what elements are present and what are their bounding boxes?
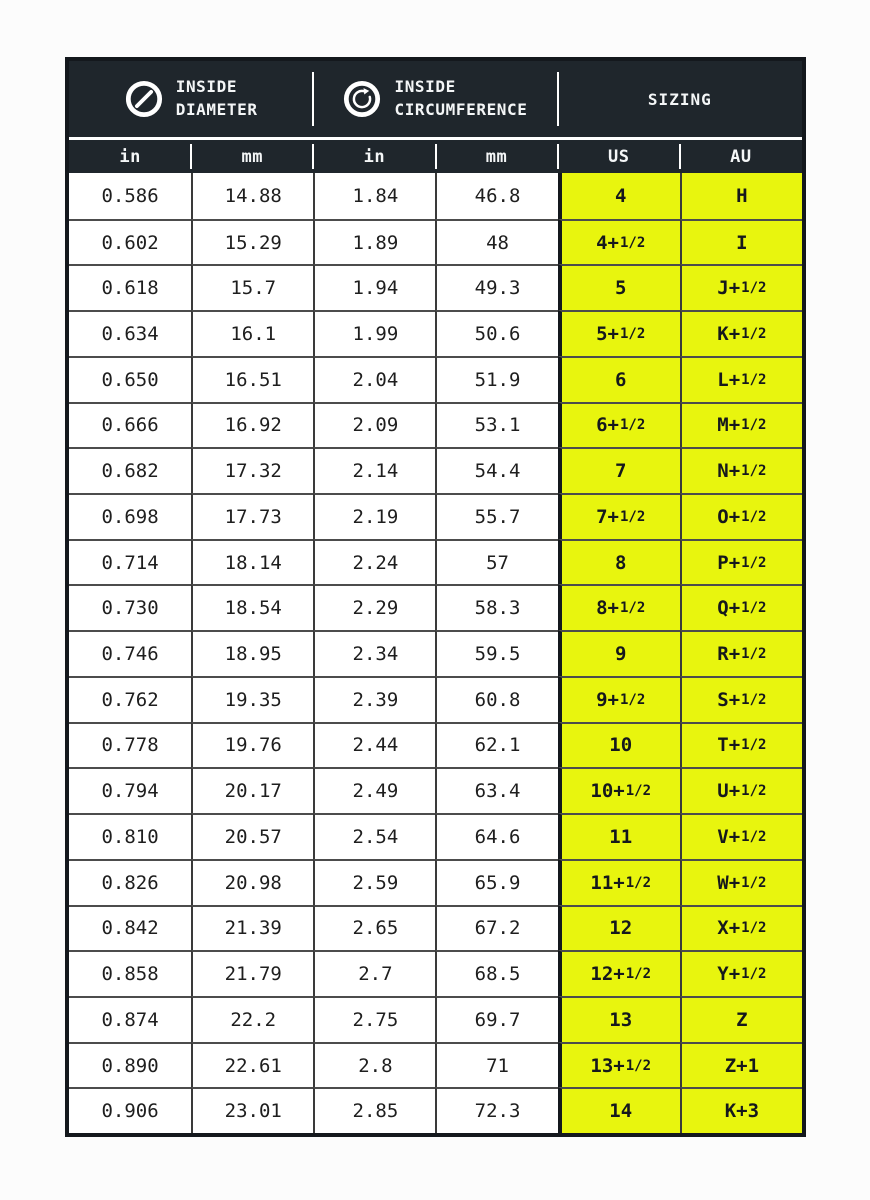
- measure-cell: 0.906: [69, 1087, 191, 1133]
- size-cell: H: [680, 173, 802, 219]
- measure-cell: 0.698: [69, 493, 191, 539]
- measure-cell: 69.7: [435, 996, 557, 1042]
- column-header-divider: [435, 144, 437, 169]
- measure-cell: 2.09: [313, 402, 435, 448]
- measure-cell: 0.586: [69, 173, 191, 219]
- size-cell: M+ 1/2: [680, 402, 802, 448]
- table-row: [69, 493, 802, 539]
- measure-cell: 18.95: [191, 630, 313, 676]
- size-cell: Z+1: [680, 1042, 802, 1088]
- size-cell: 11+ 1/2: [558, 859, 680, 905]
- inside-circumference-label: [394, 76, 527, 121]
- table-body: [69, 173, 802, 1133]
- column-header-row: [69, 140, 802, 173]
- measure-cell: 2.8: [313, 1042, 435, 1088]
- header-title-row: [69, 61, 802, 137]
- measure-cell: 16.51: [191, 356, 313, 402]
- ring-size-chart: [65, 57, 806, 1137]
- column-header-divider: [557, 144, 559, 169]
- measure-cell: 0.714: [69, 539, 191, 585]
- size-cell: Q+ 1/2: [680, 584, 802, 630]
- size-cell: T+ 1/2: [680, 722, 802, 768]
- size-cell: 10: [558, 722, 680, 768]
- measure-cell: 16.92: [191, 402, 313, 448]
- size-cell: S+ 1/2: [680, 676, 802, 722]
- measure-cell: 2.7: [313, 950, 435, 996]
- measure-cell: 62.1: [435, 722, 557, 768]
- size-cell: 14: [558, 1087, 680, 1133]
- table-row: [69, 905, 802, 951]
- header-section-sizing: [558, 61, 802, 137]
- measure-cell: 22.2: [191, 996, 313, 1042]
- measure-cell: 20.98: [191, 859, 313, 905]
- measure-cell: 20.57: [191, 813, 313, 859]
- size-cell: P+ 1/2: [680, 539, 802, 585]
- size-cell: 6+ 1/2: [558, 402, 680, 448]
- measure-cell: 59.5: [435, 630, 557, 676]
- size-cell: K+ 1/2: [680, 310, 802, 356]
- measure-cell: 71: [435, 1042, 557, 1088]
- measure-cell: 2.29: [313, 584, 435, 630]
- measure-cell: 1.99: [313, 310, 435, 356]
- size-cell: 5+ 1/2: [558, 310, 680, 356]
- table-row: [69, 356, 802, 402]
- size-cell: 11: [558, 813, 680, 859]
- column-header-divider: [312, 144, 314, 169]
- size-cell: N+ 1/2: [680, 447, 802, 493]
- measure-cell: 17.32: [191, 447, 313, 493]
- measure-cell: 2.54: [313, 813, 435, 859]
- measure-cell: 63.4: [435, 767, 557, 813]
- measure-cell: 54.4: [435, 447, 557, 493]
- table-row: [69, 310, 802, 356]
- header-section-inside-circumference: [313, 61, 557, 137]
- column-header-au-5: AU: [730, 146, 752, 167]
- label-line-2: DIAMETER: [175, 100, 258, 119]
- measure-cell: 49.3: [435, 264, 557, 310]
- measure-cell: 14.88: [191, 173, 313, 219]
- measure-cell: 1.89: [313, 219, 435, 265]
- measure-cell: 1.84: [313, 173, 435, 219]
- measure-cell: 60.8: [435, 676, 557, 722]
- size-cell: R+ 1/2: [680, 630, 802, 676]
- size-cell: 13: [558, 996, 680, 1042]
- size-cell: 9+ 1/2: [558, 676, 680, 722]
- measure-cell: 64.6: [435, 813, 557, 859]
- measure-cell: 51.9: [435, 356, 557, 402]
- measure-cell: 48: [435, 219, 557, 265]
- label-line-2: CIRCUMFERENCE: [394, 100, 528, 119]
- measure-cell: 0.618: [69, 264, 191, 310]
- size-cell: 10+ 1/2: [558, 767, 680, 813]
- measure-cell: 17.73: [191, 493, 313, 539]
- measure-cell: 1.94: [313, 264, 435, 310]
- sizing-label: SIZING: [647, 89, 712, 109]
- measure-cell: 19.35: [191, 676, 313, 722]
- label-line-1: INSIDE: [175, 77, 238, 97]
- column-header-divider: [679, 144, 681, 169]
- measure-cell: 18.54: [191, 584, 313, 630]
- measure-cell: 0.650: [69, 356, 191, 402]
- table-row: [69, 402, 802, 448]
- measure-cell: 2.24: [313, 539, 435, 585]
- size-cell: O+ 1/2: [680, 493, 802, 539]
- measure-cell: 67.2: [435, 905, 557, 951]
- size-cell: Z: [680, 996, 802, 1042]
- measure-cell: 53.1: [435, 402, 557, 448]
- measure-cell: 72.3: [435, 1087, 557, 1133]
- diameter-icon: [125, 80, 163, 118]
- table-row: [69, 950, 802, 996]
- measure-cell: 20.17: [191, 767, 313, 813]
- measure-cell: 58.3: [435, 584, 557, 630]
- size-cell: L+ 1/2: [680, 356, 802, 402]
- circumference-icon: [343, 80, 381, 118]
- measure-cell: 0.794: [69, 767, 191, 813]
- table-row: [69, 219, 802, 265]
- header-section-inside-diameter: [69, 61, 313, 137]
- measure-cell: 55.7: [435, 493, 557, 539]
- size-cell: V+ 1/2: [680, 813, 802, 859]
- measure-cell: 0.842: [69, 905, 191, 951]
- size-cell: 6: [558, 356, 680, 402]
- measure-cell: 22.61: [191, 1042, 313, 1088]
- measure-cell: 0.778: [69, 722, 191, 768]
- column-header-divider: [190, 144, 192, 169]
- size-cell: U+ 1/2: [680, 767, 802, 813]
- measure-cell: 0.826: [69, 859, 191, 905]
- measure-cell: 0.602: [69, 219, 191, 265]
- measure-cell: 0.810: [69, 813, 191, 859]
- size-cell: 8: [558, 539, 680, 585]
- measure-cell: 0.890: [69, 1042, 191, 1088]
- measure-cell: 2.39: [313, 676, 435, 722]
- table-row: [69, 996, 802, 1042]
- table-row: [69, 722, 802, 768]
- inside-diameter-label: [176, 76, 258, 121]
- measure-cell: 0.762: [69, 676, 191, 722]
- measure-cell: 46.8: [435, 173, 557, 219]
- measure-cell: 57: [435, 539, 557, 585]
- measure-cell: 18.14: [191, 539, 313, 585]
- size-cell: J+ 1/2: [680, 264, 802, 310]
- measure-cell: 50.6: [435, 310, 557, 356]
- measure-cell: 2.49: [313, 767, 435, 813]
- measure-cell: 2.19: [313, 493, 435, 539]
- size-cell: 9: [558, 630, 680, 676]
- table-row: [69, 767, 802, 813]
- size-cell: 4: [558, 173, 680, 219]
- measure-cell: 21.79: [191, 950, 313, 996]
- header-divider: [312, 72, 314, 126]
- measure-cell: 2.44: [313, 722, 435, 768]
- measure-cell: 15.7: [191, 264, 313, 310]
- size-cell: I: [680, 219, 802, 265]
- size-cell: 7: [558, 447, 680, 493]
- measure-cell: 68.5: [435, 950, 557, 996]
- column-header-us-4: US: [607, 146, 630, 167]
- measure-cell: 0.746: [69, 630, 191, 676]
- size-cell: W+ 1/2: [680, 859, 802, 905]
- size-cell: X+ 1/2: [680, 905, 802, 951]
- table-row: [69, 1087, 802, 1133]
- table-header: [69, 61, 802, 173]
- measure-cell: 0.666: [69, 402, 191, 448]
- table-row: [69, 447, 802, 493]
- table-row: [69, 859, 802, 905]
- size-cell: 12: [558, 905, 680, 951]
- size-cell: 5: [558, 264, 680, 310]
- size-cell: K+3: [680, 1087, 802, 1133]
- label-line-1: INSIDE: [394, 77, 456, 97]
- measure-cell: 2.14: [313, 447, 435, 493]
- table-row: [69, 1042, 802, 1088]
- column-header-in-2: in: [363, 146, 386, 167]
- table-row: [69, 584, 802, 630]
- size-cell: 4+ 1/2: [558, 219, 680, 265]
- measure-cell: 2.65: [313, 905, 435, 951]
- measure-cell: 15.29: [191, 219, 313, 265]
- column-header-mm-1: mm: [241, 146, 263, 167]
- table-row: [69, 630, 802, 676]
- measure-cell: 2.34: [313, 630, 435, 676]
- measure-cell: 19.76: [191, 722, 313, 768]
- table-row: [69, 173, 802, 219]
- measure-cell: 16.1: [191, 310, 313, 356]
- table-row: [69, 539, 802, 585]
- measure-cell: 2.85: [313, 1087, 435, 1133]
- table-row: [69, 813, 802, 859]
- measure-cell: 0.682: [69, 447, 191, 493]
- size-cell: 8+ 1/2: [558, 584, 680, 630]
- measure-cell: 2.75: [313, 996, 435, 1042]
- measure-cell: 21.39: [191, 905, 313, 951]
- measure-cell: 2.59: [313, 859, 435, 905]
- size-cell: 13+ 1/2: [558, 1042, 680, 1088]
- size-cell: Y+ 1/2: [680, 950, 802, 996]
- table-row: [69, 264, 802, 310]
- table-row: [69, 676, 802, 722]
- measure-cell: 65.9: [435, 859, 557, 905]
- measure-cell: 0.634: [69, 310, 191, 356]
- measure-cell: 2.04: [313, 356, 435, 402]
- size-cell: 12+ 1/2: [558, 950, 680, 996]
- header-divider: [557, 72, 559, 126]
- column-header-in-0: in: [119, 146, 141, 167]
- measure-cell: 0.858: [69, 950, 191, 996]
- measure-cell: 23.01: [191, 1087, 313, 1133]
- measure-cell: 0.730: [69, 584, 191, 630]
- column-header-mm-3: mm: [485, 146, 508, 167]
- size-cell: 7+ 1/2: [558, 493, 680, 539]
- measure-cell: 0.874: [69, 996, 191, 1042]
